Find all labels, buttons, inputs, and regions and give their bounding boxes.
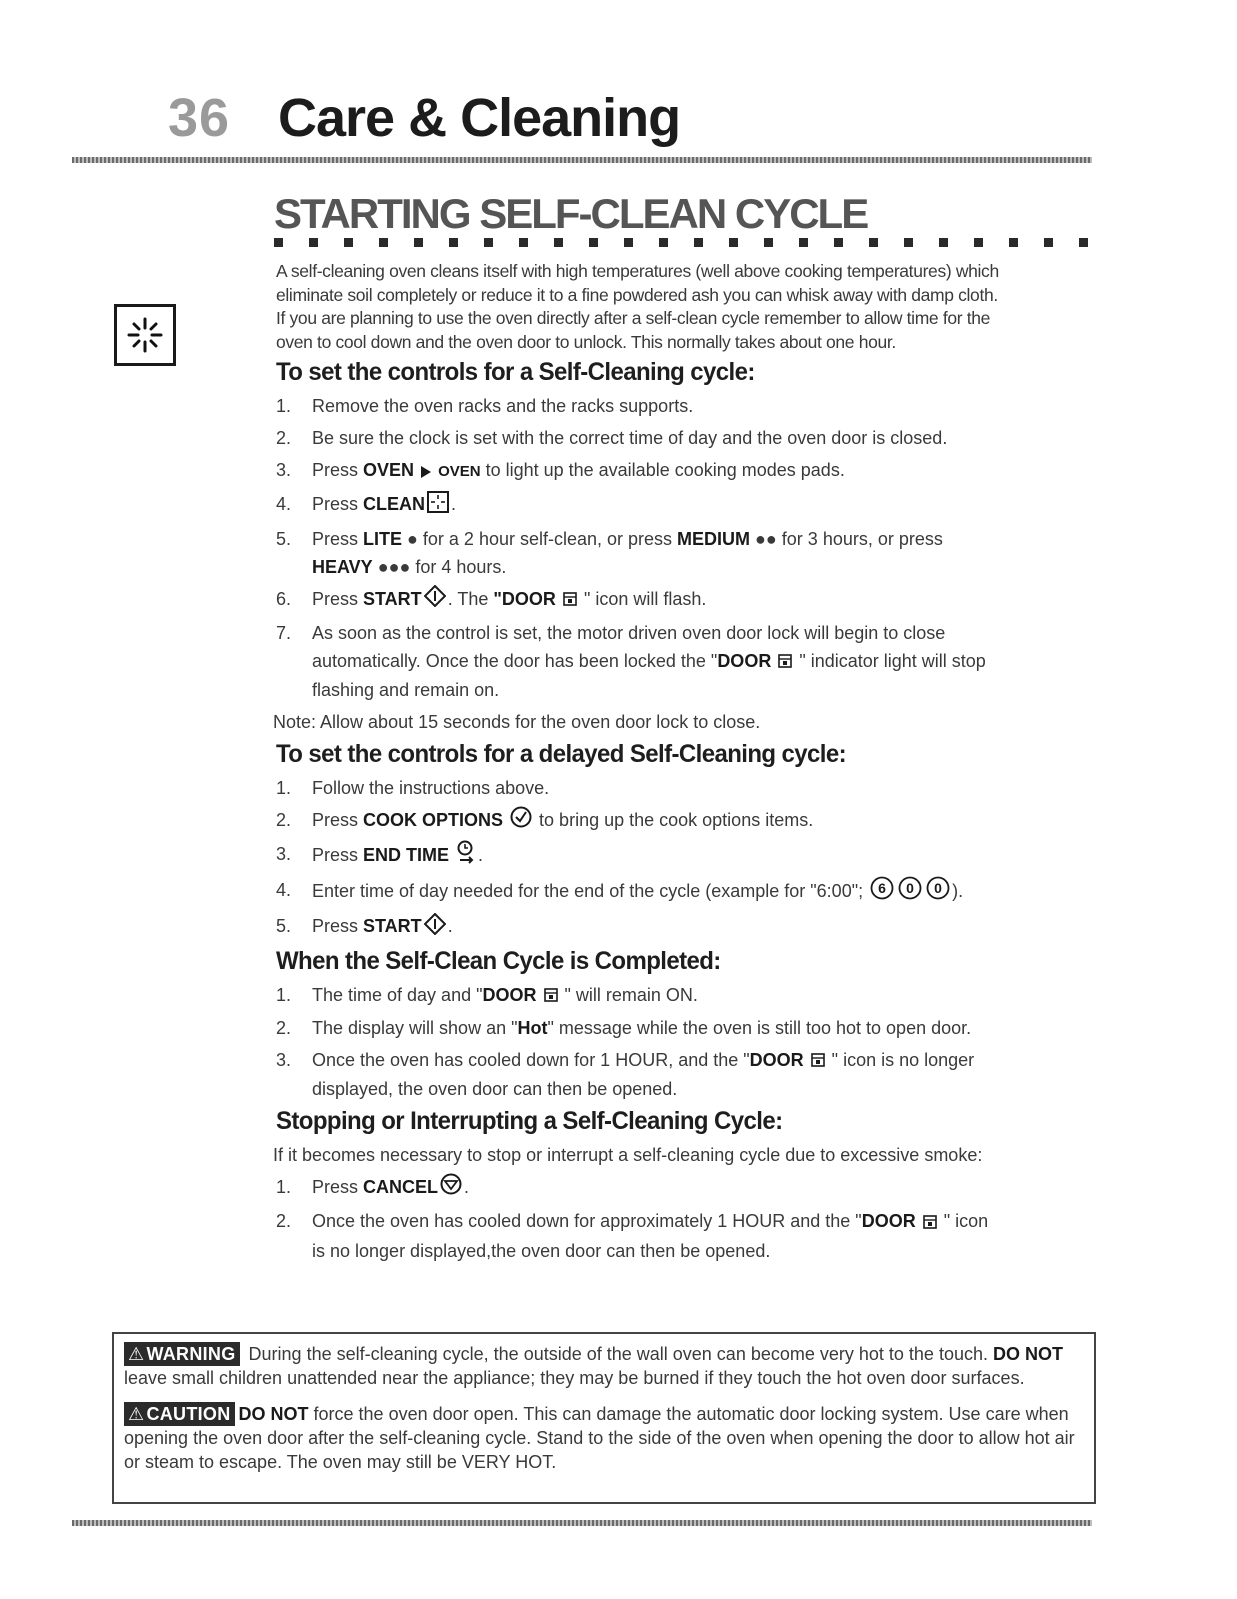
svg-text:0: 0 xyxy=(906,880,914,897)
heading-completed: When the Self-Clean Cycle is Completed: xyxy=(276,946,721,975)
caution-paragraph: ⚠ CAUTION DO NOT force the oven door open. This can damage the automatic door locking system. Use care when opening the oven door after the self-cleaning cycle. Stand to the side of the oven when opening the door to allow hot air or steam to escape. The oven may still be VERY HOT. xyxy=(124,1404,1075,1472)
self-clean-icon xyxy=(114,304,176,366)
door-label: "DOOR xyxy=(493,588,556,609)
safety-notice-box xyxy=(112,1332,1096,1504)
start-icon xyxy=(424,585,446,615)
play-arrow-icon xyxy=(421,458,431,486)
list-completed xyxy=(276,981,1096,1104)
list-item: 2. Be sure the clock is set with the correct time of day and the oven door is closed. xyxy=(276,428,948,449)
cook-options-icon xyxy=(510,806,532,836)
section-title: STARTING SELF-CLEAN CYCLE xyxy=(274,190,868,237)
list-item: 1. Remove the oven racks and the racks supports. xyxy=(276,396,694,417)
list-set-controls xyxy=(276,392,1096,704)
clean-key: CLEAN xyxy=(363,494,426,515)
intro-paragraph xyxy=(276,260,1096,354)
note-text: Note: Allow about 15 seconds for the oven door lock to close. xyxy=(273,712,761,733)
svg-text:0: 0 xyxy=(934,880,942,897)
door-lock-icon xyxy=(923,1209,937,1237)
heading-set-controls: To set the controls for a Self-Cleaning cycle: xyxy=(276,358,755,387)
cook-options-key: COOK OPTIONS xyxy=(363,810,504,831)
page-content xyxy=(273,258,1096,1269)
page-title: Care & Cleaning xyxy=(278,88,681,148)
list-item: 1. Press CANCEL . xyxy=(276,1173,1096,1203)
list-item: 1. The time of day and "DOOR " will remain ON. xyxy=(276,981,1096,1010)
intro-line: A self-cleaning oven cleans itself with high temperatures (well above cooking temperatures) which xyxy=(276,261,999,281)
three-dot-icon: ●●● xyxy=(377,556,411,577)
hot-message: Hot xyxy=(517,1017,548,1038)
intro-line: If you are planning to use the oven directly after a self-clean cycle remember to allow time for the xyxy=(276,308,990,329)
heading-stopping: Stopping or Interrupting a Self-Cleaning Cycle: xyxy=(276,1107,783,1136)
door-label: DOOR xyxy=(482,984,537,1005)
dotted-divider xyxy=(274,238,1096,247)
list-item: 2. Press COOK OPTIONS to bring up the cook options items. xyxy=(276,806,1096,836)
list-item: 4. Press CLEAN . xyxy=(276,490,1096,520)
caution-badge: ⚠ CAUTION xyxy=(124,1402,235,1426)
cancel-key: CANCEL xyxy=(363,1177,439,1198)
intro-line: oven to cool down and the oven door to unlock. This normally takes about one hour. xyxy=(276,331,896,352)
warning-paragraph: ⚠ WARNING During the self-cleaning cycle, the outside of the wall oven can become very hot to the touch. DO NOT leave small children unattended near the appliance; they may be burned if they touch the hot oven door surfaces. xyxy=(124,1344,1063,1388)
end-time-key: END TIME xyxy=(363,845,450,866)
door-lock-icon xyxy=(544,982,558,1010)
oven-key-small: OVEN xyxy=(438,463,481,481)
self-clean-small-icon xyxy=(427,491,449,521)
warning-triangle-icon: ⚠ xyxy=(128,1404,145,1424)
medium-key: MEDIUM xyxy=(677,528,751,549)
list-item: 3. Once the oven has cooled down for 1 HOUR, and the "DOOR " icon is no longer displayed, the oven door can then be opened. xyxy=(276,1046,1096,1103)
start-icon xyxy=(424,913,446,943)
warning-triangle-icon: ⚠ xyxy=(128,1344,145,1364)
header-divider xyxy=(72,157,1092,163)
warning-badge: ⚠ WARNING xyxy=(124,1342,240,1366)
do-not-text: DO NOT xyxy=(993,1344,1063,1364)
page-number: 36 xyxy=(168,88,231,148)
heading-delayed: To set the controls for a delayed Self-Cleaning cycle: xyxy=(276,740,846,769)
svg-text:6: 6 xyxy=(878,880,886,897)
list-item: 6. Press START . The "DOOR " icon will flash. xyxy=(276,585,1096,615)
heavy-key: HEAVY xyxy=(312,556,373,577)
door-lock-icon xyxy=(563,586,577,614)
list-item: 7. As soon as the control is set, the motor driven oven door lock will begin to close automatically. Once the door has been locked the "DOOR " indicator light will stop flashing and remain on. xyxy=(276,622,986,701)
door-label: DOOR xyxy=(861,1211,916,1232)
list-stopping xyxy=(276,1173,1096,1265)
oven-key: OVEN xyxy=(363,460,415,481)
list-item: 3. Press OVEN OVEN to light up the available cooking modes pads. xyxy=(276,456,1096,486)
do-not-text: DO NOT xyxy=(238,1404,309,1424)
intro-line: eliminate soil completely or reduce it to a fine powdered ash you can whisk away with damp cloth. xyxy=(276,284,998,305)
list-item: 4. Enter time of day needed for the end of the cycle (example for "6:00"; 6 0 0 ). xyxy=(276,876,1096,908)
number-key-6 xyxy=(870,876,894,908)
list-item: 2. The display will show an "Hot" message while the oven is still too hot to open door. xyxy=(276,1017,972,1038)
two-dot-icon: ●● xyxy=(755,528,777,549)
list-delayed xyxy=(276,774,1096,943)
cancel-icon xyxy=(440,1173,462,1203)
one-dot-icon: ● xyxy=(407,528,418,549)
list-item: 1. Follow the instructions above. xyxy=(276,778,550,799)
start-key: START xyxy=(363,588,422,609)
list-item: 5. Press START . xyxy=(276,912,1096,942)
door-label: DOOR xyxy=(717,650,772,671)
list-item: 5. Press LITE ● for a 2 hour self-clean, or press MEDIUM ●● for 3 hours, or press HEAVY ●●● for 4 hours. xyxy=(276,528,943,577)
list-item: 3. Press END TIME . xyxy=(276,840,1096,872)
footer-divider xyxy=(72,1520,1092,1526)
stopping-intro: If it becomes necessary to stop or interrupt a self-cleaning cycle due to excessive smoke: xyxy=(273,1145,983,1166)
number-key-0 xyxy=(926,876,950,908)
number-key-0 xyxy=(898,876,922,908)
door-lock-icon xyxy=(811,1047,825,1075)
start-key: START xyxy=(363,916,422,937)
door-label: DOOR xyxy=(749,1049,804,1070)
door-lock-icon xyxy=(778,648,792,676)
list-item: 2. Once the oven has cooled down for approximately 1 HOUR and the "DOOR " icon is no longer displayed,the oven door can then be opened. xyxy=(276,1207,1096,1264)
end-time-icon xyxy=(456,840,476,872)
lite-key: LITE xyxy=(363,528,403,549)
